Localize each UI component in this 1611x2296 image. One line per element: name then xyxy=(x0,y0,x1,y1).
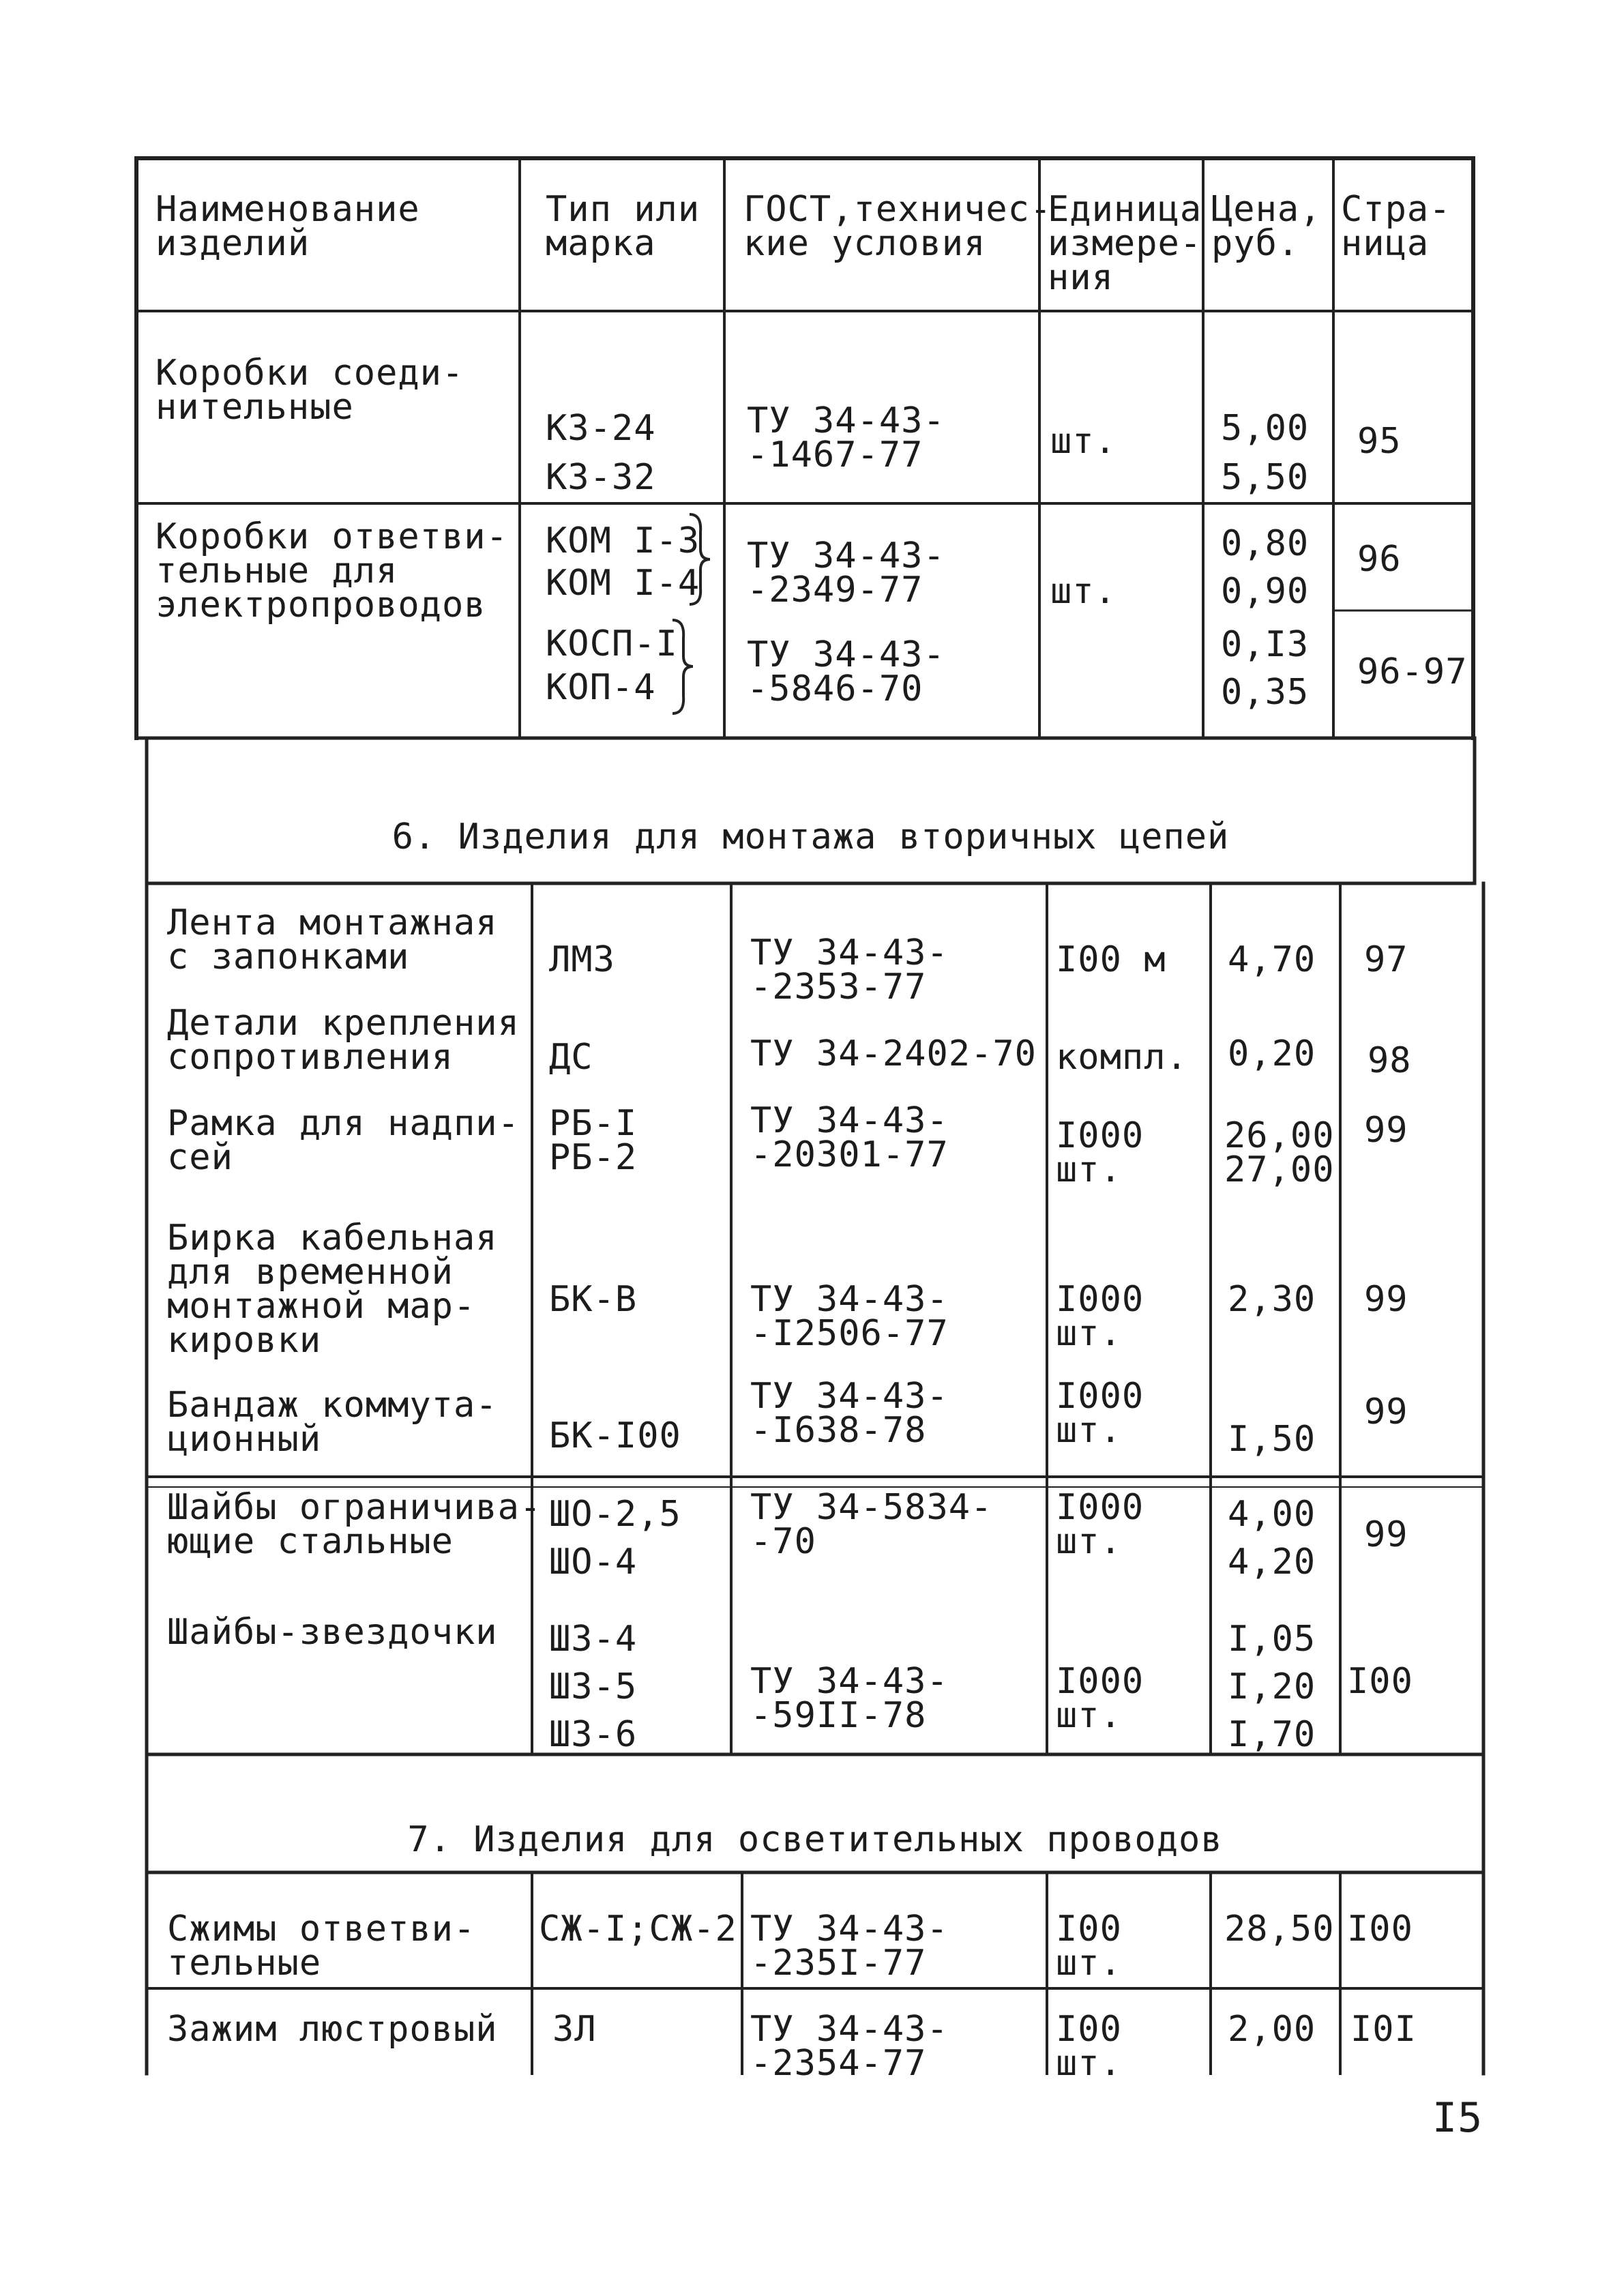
row-gost: ТУ 34-2402-70 xyxy=(750,1033,1037,1074)
page-number: I5 xyxy=(1432,2094,1483,2142)
row-price: 2,30 xyxy=(1228,1279,1316,1320)
row-type: ЗЛ xyxy=(552,2009,597,2050)
row-page: 98 xyxy=(1368,1040,1412,1081)
row-price: I,50 xyxy=(1228,1419,1316,1460)
row-unit: I00 шт. xyxy=(1056,1909,1122,1984)
row-price: 5,00 5,50 xyxy=(1221,408,1310,498)
row-price: 26,00 27,00 xyxy=(1224,1115,1335,1190)
section-title: 7. Изделия для осветительных проводов xyxy=(407,1819,1223,1860)
row-gost: ТУ 34-43- -59II-78 xyxy=(750,1661,949,1736)
row-gost: ТУ 34-43- -2353-77 xyxy=(750,932,949,1007)
row-gost: ТУ 34-43- -2354-77 xyxy=(750,2009,949,2084)
row-price: 2,00 xyxy=(1228,2009,1316,2050)
row-name: Шайбы-звездочки xyxy=(167,1612,498,1653)
row-type: БК-В xyxy=(549,1279,638,1320)
row-unit: I000 шт. xyxy=(1056,1376,1144,1451)
row-type: БК-I00 xyxy=(549,1415,681,1456)
row-page: I00 xyxy=(1347,1909,1413,1949)
row-unit: шт. xyxy=(1050,421,1117,462)
row-unit: шт. xyxy=(1050,571,1117,612)
row-price: I,05 I,20 I,70 xyxy=(1228,1619,1316,1755)
row-price: 4,70 xyxy=(1228,939,1316,980)
row-page: I00 xyxy=(1347,1661,1413,1702)
row-name: Сжимы ответви- тельные xyxy=(167,1909,476,1984)
row-name: Бирка кабельная для временной монтажной мар- кировки xyxy=(167,1218,498,1361)
header-price: Цена, руб. xyxy=(1211,189,1322,264)
header-name: Наименование изделий xyxy=(156,189,420,264)
row-price: 0,80 0,90 xyxy=(1221,523,1310,612)
row-unit: I000 шт. xyxy=(1056,1279,1144,1354)
row-unit: I000 шт. xyxy=(1056,1661,1144,1736)
row-unit: I000 шт. xyxy=(1056,1487,1144,1562)
row-type: СЖ-I;СЖ-2 xyxy=(539,1909,737,1949)
row-type: КОМ I-3 КОМ I-4 xyxy=(546,520,700,604)
row-page: 96 xyxy=(1357,539,1402,580)
section-title: 6. Изделия для монтажа вторичных цепей xyxy=(391,816,1230,857)
row-name: Бандаж коммута- ционный xyxy=(167,1385,498,1460)
row-gost: ТУ 34-43- -I2506-77 xyxy=(750,1279,949,1354)
row-type: ШЗ-4 ШЗ-5 ШЗ-6 xyxy=(549,1619,638,1755)
header-unit: Единица измере- ния xyxy=(1048,189,1202,298)
row-name: Зажим люстровый xyxy=(167,2009,498,2050)
row-page: 97 xyxy=(1364,939,1408,980)
row-page: 95 xyxy=(1357,421,1402,462)
row-type: КЗ-24 КЗ-32 xyxy=(546,408,656,498)
row-unit: I000 шт. xyxy=(1056,1115,1144,1190)
row-name: Рамка для надпи- сей xyxy=(167,1103,520,1178)
header-gost: ГОСТ,техничес- кие условия xyxy=(743,189,1052,264)
row-type: КОСП-I КОП-4 xyxy=(546,623,678,708)
row-unit: I00 м xyxy=(1056,939,1166,980)
row-page: 99 xyxy=(1364,1279,1408,1320)
row-page: 99 xyxy=(1364,1514,1408,1555)
row-gost: ТУ 34-43- -20301-77 xyxy=(750,1100,949,1175)
row-type: ЛМЗ xyxy=(549,939,615,980)
row-unit: I00 шт. xyxy=(1056,2009,1122,2084)
row-name: Детали крепления сопротивления xyxy=(167,1003,520,1078)
row-gost: ТУ 34-43- -I638-78 xyxy=(750,1376,949,1451)
row-name: Шайбы ограничива- ющие стальные xyxy=(167,1487,542,1562)
row-gost: ТУ 34-5834- -70 xyxy=(750,1487,993,1562)
row-type: РБ-I РБ-2 xyxy=(549,1103,638,1178)
row-page: 96-97 xyxy=(1357,651,1468,692)
row-gost: ТУ 34-43- -235I-77 xyxy=(750,1909,949,1984)
row-name: Коробки ответви- тельные для электропроводов xyxy=(156,516,508,625)
row-price: 0,20 xyxy=(1228,1033,1316,1074)
row-price: 28,50 xyxy=(1224,1909,1335,1949)
row-gost: ТУ 34-43- -1467-77 xyxy=(747,400,945,475)
row-type: ШО-2,5 ШО-4 xyxy=(549,1494,681,1583)
header-type: Тип или марка xyxy=(546,189,700,264)
row-type: ДС xyxy=(549,1037,593,1078)
row-name: Коробки соеди- нительные xyxy=(156,353,464,428)
row-page: 99 xyxy=(1364,1392,1408,1432)
row-price: 0,I3 0,35 xyxy=(1221,624,1310,713)
row-gost: ТУ 34-43- -5846-70 xyxy=(747,634,945,709)
row-page: 99 xyxy=(1364,1110,1408,1151)
row-page: I0I xyxy=(1350,2009,1417,2050)
row-gost: ТУ 34-43- -2349-77 xyxy=(747,535,945,610)
row-price: 4,00 4,20 xyxy=(1228,1494,1316,1583)
header-page: Стра- ница xyxy=(1341,189,1451,264)
row-unit: компл. xyxy=(1056,1037,1188,1078)
row-name: Лента монтажная с запонками xyxy=(167,902,498,977)
